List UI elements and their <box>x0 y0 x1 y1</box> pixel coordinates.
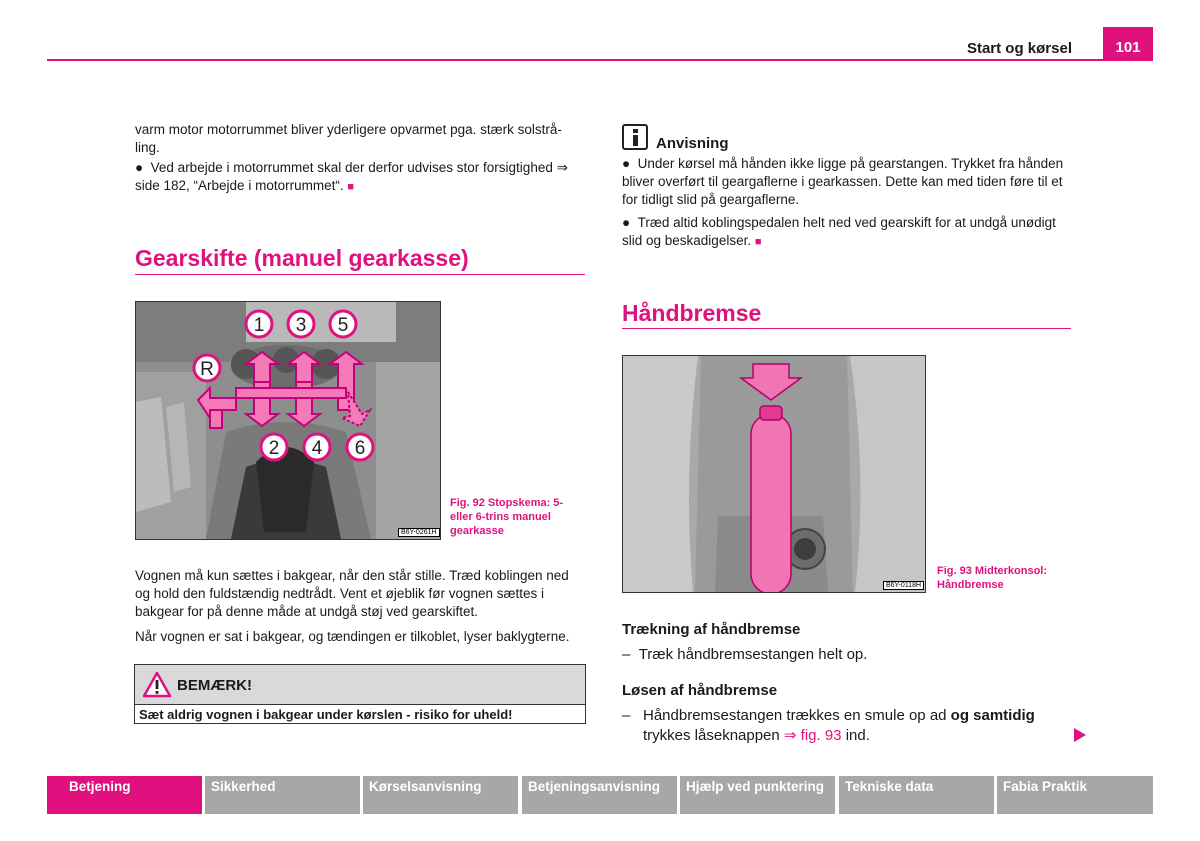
instruction-release-bold: og samtidig <box>950 707 1035 724</box>
note-bullet-1 <box>622 155 1072 209</box>
dash-marker: – <box>622 707 631 724</box>
svg-text:1: 1 <box>253 315 265 336</box>
warning-header <box>135 665 585 705</box>
handbrake-illustration <box>623 356 925 592</box>
warning-title: BEMÆRK! <box>177 677 252 694</box>
instruction-release-text-b: trykkes låseknappen <box>643 727 784 744</box>
gear-label-5 <box>330 311 356 337</box>
warning-box <box>134 664 586 724</box>
svg-text:2: 2 <box>268 438 280 459</box>
bullet-icon: ● <box>622 156 638 171</box>
intro-bullet-text: Ved arbejde i motorrummet skal der derfor udvises stor forsigtighed ⇒ side 182, “Arbejde i motorrummet“. <box>135 160 568 193</box>
figure-code: B6Y-0118H <box>883 581 924 590</box>
handbrake-figure <box>622 355 926 593</box>
instruction-release-text-a: Håndbremsestangen trækkes en smule op ad <box>643 707 951 724</box>
paragraph-reverse-gear: Vognen må kun sættes i bakgear, når den står stille. Træd koblingen ned og hold den fuldstændig nedtrådt. Vent et øjeblik før vognen sættes i bakgear for på denne måde at undgå støj ved gearskiftet. <box>135 568 569 619</box>
paragraph-reverse-lights: Når vognen er sat i bakgear, og tændingen er tilkoblet, lyser baklygterne. <box>135 629 570 644</box>
bullet-icon: ● <box>135 160 151 175</box>
instruction-pull <box>622 645 1072 665</box>
svg-text:6: 6 <box>354 438 366 459</box>
gear-label-3 <box>288 311 314 337</box>
note-bullet-2 <box>622 214 1072 251</box>
intro-text: varm motor motorrummet bliver yderligere opvarmet pga. stærk solstrå-ling. <box>135 122 562 155</box>
figure-93-link[interactable]: ⇒ fig. 93 <box>783 727 842 744</box>
end-square-icon: ■ <box>347 181 354 193</box>
gear-label-4 <box>304 434 330 460</box>
gear-number-overlay <box>136 302 440 539</box>
tab-hjaelp-ved-punktering[interactable]: Hjælp ved punktering <box>680 776 835 814</box>
section-title-handbremse: Håndbremse <box>622 300 762 326</box>
warning-triangle-icon <box>142 671 172 698</box>
tab-fabia-praktik[interactable]: Fabia Praktik <box>997 776 1153 814</box>
page-number: 101 <box>1103 27 1153 60</box>
instruction-release <box>622 706 1072 746</box>
figure-caption-92: Fig. 92 Stopskema: 5-eller 6-trins manuel gearkasse <box>450 497 564 537</box>
tab-sikkerhed[interactable]: Sikkerhed <box>205 776 360 814</box>
bullet-icon: ● <box>622 215 638 230</box>
svg-text:5: 5 <box>337 315 349 336</box>
gear-label-1 <box>246 311 272 337</box>
header-rule <box>47 59 1153 61</box>
note-title: Anvisning <box>656 135 729 152</box>
section-rule <box>135 274 585 275</box>
instruction-pull-text: Træk håndbremsestangen helt op. <box>638 646 868 663</box>
subheading-release-handbrake: Løsen af håndbremse <box>622 682 778 699</box>
gear-label-2 <box>261 434 287 460</box>
gear-label-r <box>194 355 220 381</box>
dash-marker: – <box>622 646 639 663</box>
tab-betjeningsanvisning[interactable]: Betjeningsanvisning <box>522 776 677 814</box>
section-title-gearskifte: Gearskifte (manuel gearkasse) <box>135 245 469 271</box>
next-page-arrow-icon[interactable] <box>1074 728 1086 742</box>
section-rule <box>622 328 1071 329</box>
warning-text: Sæt aldrig vognen i bakgear under kørslen - risiko for uheld! <box>139 707 513 722</box>
tab-betjening[interactable]: Betjening <box>47 776 202 814</box>
chapter-title: Start og kørsel <box>966 40 1072 57</box>
svg-text:4: 4 <box>311 438 323 459</box>
tab-korselsanvisning[interactable]: Kørselsanvisning <box>363 776 518 814</box>
figure-code: B6Y-0261H <box>398 528 440 537</box>
instruction-release-text-c: ind. <box>841 727 870 744</box>
tab-tekniske-data[interactable]: Tekniske data <box>839 776 994 814</box>
note-bullet-2-text: Træd altid koblingspedalen helt ned ved gearskift for at undgå unødigt slid og beskadigelser. <box>622 215 1056 248</box>
gear-label-6 <box>347 434 373 460</box>
subheading-pull-handbrake: Trækning af håndbremse <box>622 621 801 638</box>
figure-caption-93: Fig. 93 Midterkonsol: Håndbremse <box>937 565 1048 591</box>
note-bullet-1-text: Under kørsel må hånden ikke ligge på gearstangen. Trykket fra hånden bliver overført til geargaflerne i gearkassen. Dette kan med tiden føre til et for tidligt slid på geargaflerne. <box>622 156 1064 207</box>
info-icon <box>622 124 648 150</box>
svg-text:R: R <box>200 359 214 380</box>
svg-text:3: 3 <box>295 315 307 336</box>
intro-bullet <box>135 159 585 196</box>
end-square-icon: ■ <box>754 236 762 248</box>
gearshift-figure <box>135 301 441 540</box>
